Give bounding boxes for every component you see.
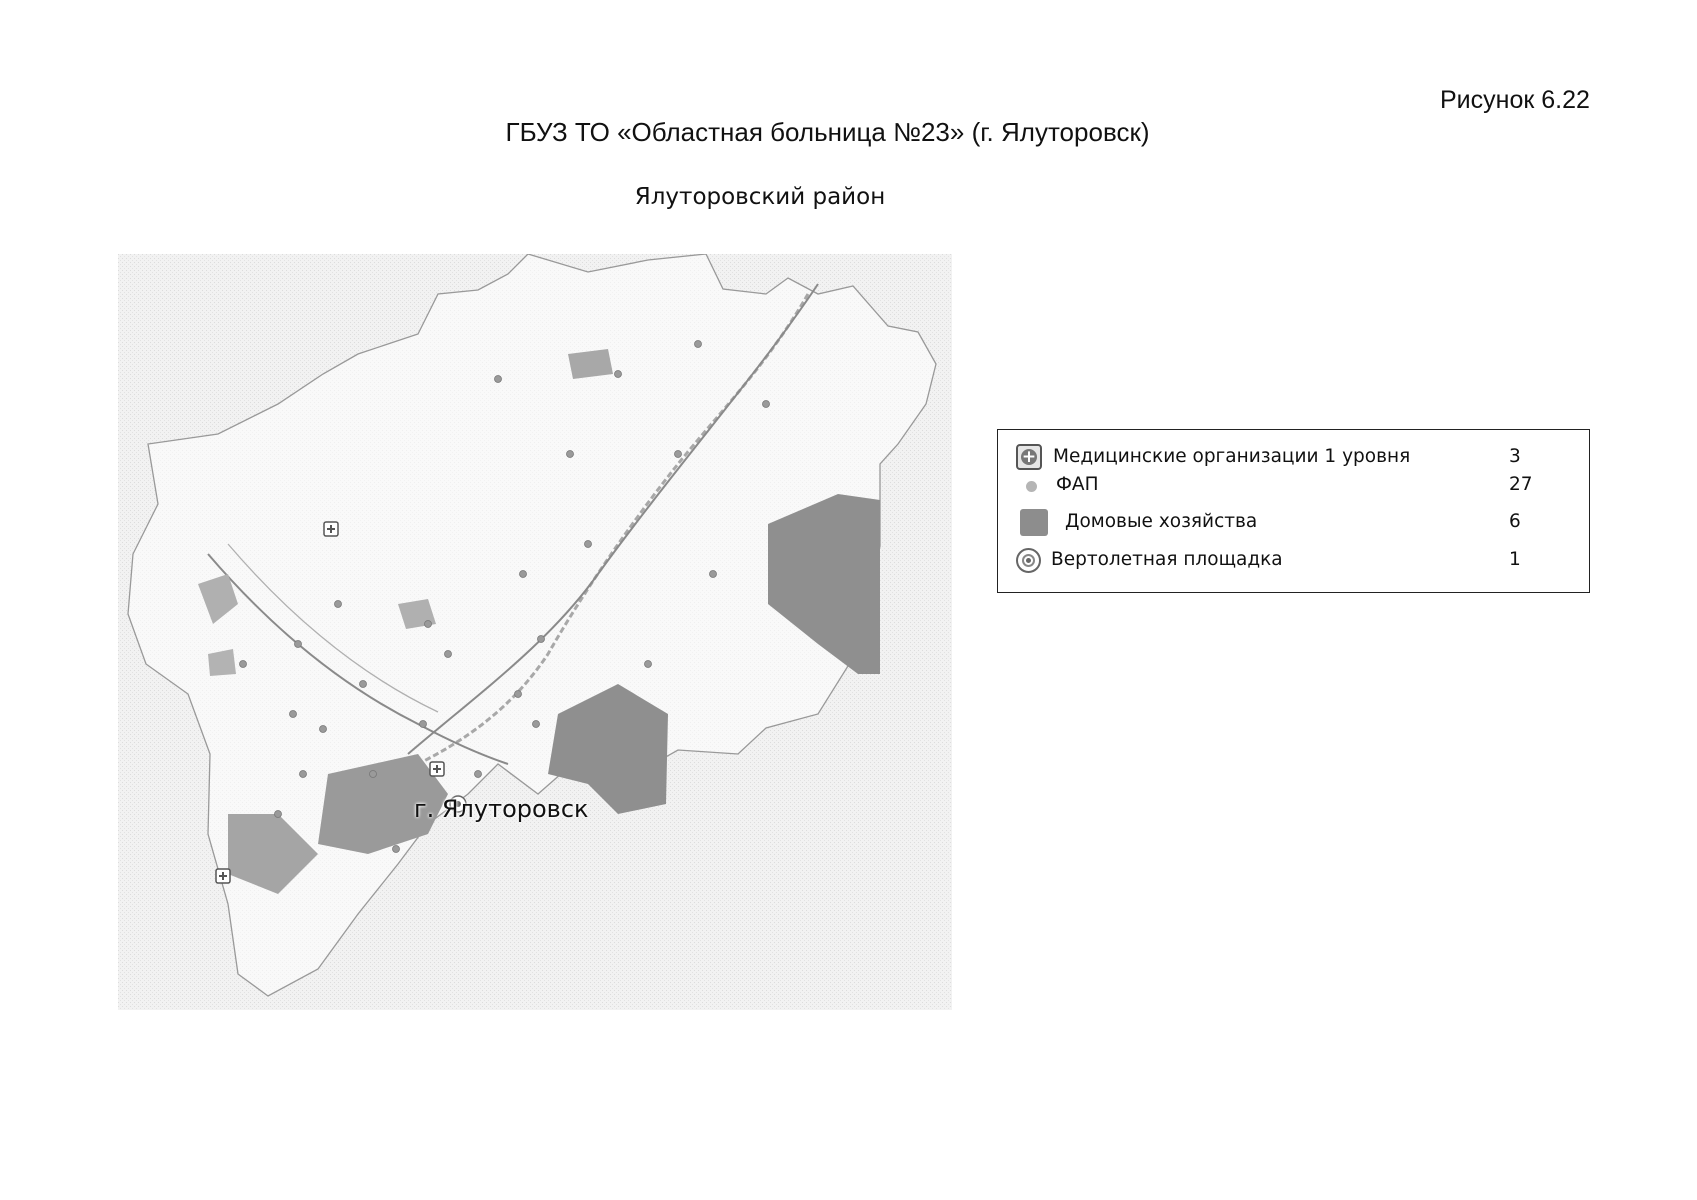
fap-point [445,651,452,658]
helipad-icon [1016,548,1041,573]
legend-count: 3 [1509,446,1521,467]
household-square-icon [1020,509,1048,536]
legend-label: Домовые хозяйства [1065,511,1258,532]
legend-label: ФАП [1056,474,1099,495]
fap-point [615,371,622,378]
fap-point [675,451,682,458]
settlement-area [568,349,613,379]
fap-point [295,641,302,648]
fap-point [763,401,770,408]
fap-point [695,341,702,348]
district-map-svg [118,254,952,1010]
city-label: г. Ялуторовск [414,795,589,823]
page-title: ГБУЗ ТО «Областная больница №23» (г. Ялуторовск) [505,117,1150,147]
fap-point [420,721,427,728]
medical-organization-marker [430,762,444,776]
district-map [118,254,952,1010]
medical-organization-icon [1016,444,1042,470]
map-legend [997,429,1590,593]
fap-point [520,571,527,578]
fap-point [240,661,247,668]
fap-point [495,376,502,383]
figure-label: Рисунок 6.22 [1440,86,1590,114]
legend-label: Медицинские организации 1 уровня [1053,446,1411,467]
fap-point [425,621,432,628]
fap-dot-icon [1026,481,1037,492]
fap-point [538,636,545,643]
legend-item-fap [998,474,1589,506]
fap-point [585,541,592,548]
medical-organization-marker [216,869,230,883]
fap-point [275,811,282,818]
fap-point [290,711,297,718]
fap-point [515,691,522,698]
district-title: Ялуторовский район [634,184,886,210]
legend-item-household [998,509,1589,541]
fap-point [645,661,652,668]
fap-point [393,846,400,853]
fap-point [567,451,574,458]
fap-point [335,601,342,608]
fap-point [360,681,367,688]
legend-item-helipad [998,548,1589,580]
legend-count: 6 [1509,511,1521,532]
medical-organization-marker [324,522,338,536]
legend-item-medical [998,444,1589,476]
legend-label: Вертолетная площадка [1051,549,1283,570]
fap-point [320,726,327,733]
fap-point [475,771,482,778]
legend-count: 1 [1509,549,1521,570]
fap-point [300,771,307,778]
fap-point [533,721,540,728]
fap-point [370,771,377,778]
fap-point [710,571,717,578]
legend-count: 27 [1509,474,1533,495]
